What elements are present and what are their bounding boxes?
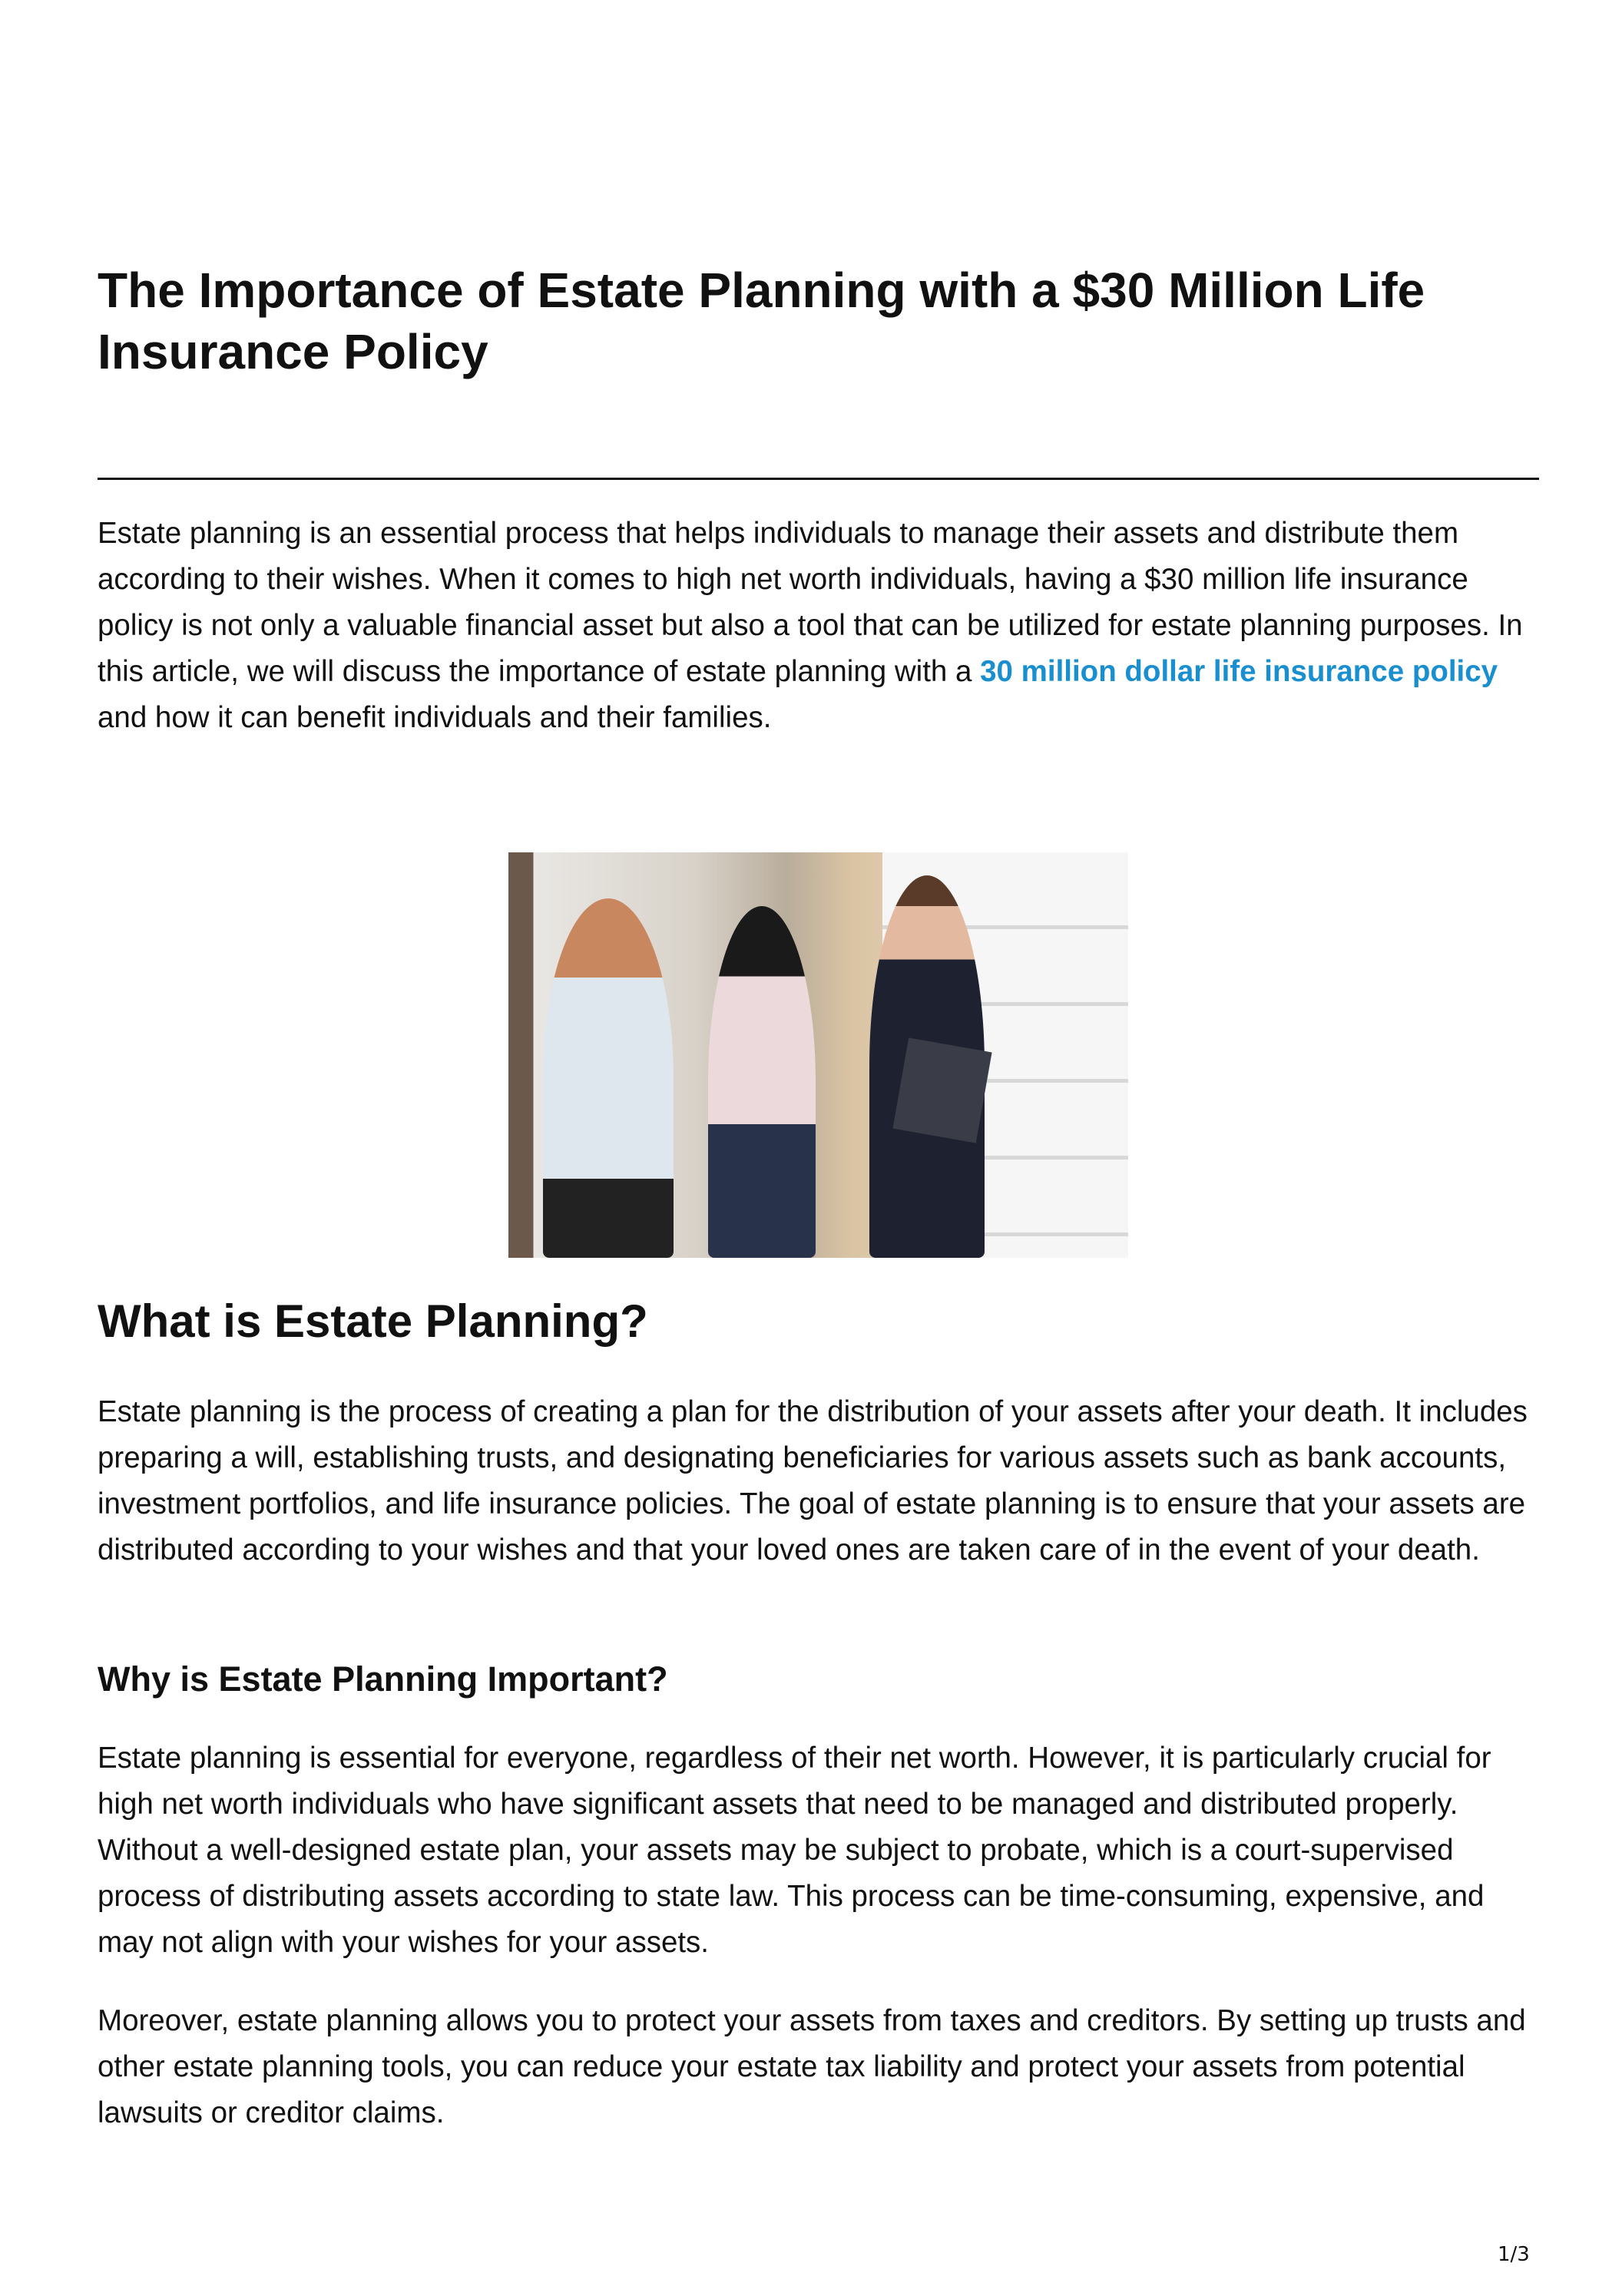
photo-woman (708, 906, 816, 1258)
section1-paragraph: Estate planning is the process of creating a plan for the distribution of your assets after your death. It includes preparing a will, establishing trusts, and designating beneficiaries for various assets such as bank accounts, investment portfolios, and life insurance policies. The goal of estate planning is to ensure that your assets are distributed according to your wishes and that your loved ones are taken care of in the event of your death. (98, 1395, 1528, 1567)
section2-paragraph-1: Estate planning is essential for everyone, regardless of their net worth. However, it is particularly crucial for high net worth individuals who have significant assets that need to be managed and distributed properly. Without a well-designed estate plan, your assets may be subject to probate, which is a court-supervised process of distributing assets according to state law. This process can be time-consuming, expensive, and may not align with your wishes for your assets. (98, 1742, 1491, 1959)
page-number: 1/3 (1498, 2243, 1530, 2266)
title-divider (98, 478, 1539, 480)
article-photo-handshake (508, 852, 1128, 1258)
photo-clipboard (892, 1037, 991, 1143)
intro-text-before: Estate planning is an essential process that helps individuals to manage their assets and distribute them according to their wishes. When it comes to high net worth individuals, having a $30 million life insurance policy is not only a valuable financial asset but also a tool that can be utilized for estate planning purposes. In this article, we will discuss the importance of estate planning with a (98, 517, 1523, 688)
article-title: The Importance of Estate Planning with a $30 Million Life Insurance Policy (98, 263, 1425, 379)
section2-paragraph-2: Moreover, estate planning allows you to protect your assets from taxes and creditors. By setting up trusts and other estate planning tools, you can reduce your estate tax liability and protect your assets from potential lawsuits or creditor claims. (98, 2004, 1526, 2129)
life-insurance-policy-link[interactable]: 30 million dollar life insurance policy (980, 655, 1498, 688)
section-heading-why-important: Why is Estate Planning Important? (98, 1659, 668, 1699)
intro-paragraph (98, 511, 1545, 741)
section-heading-what-is-estate-planning: What is Estate Planning? (98, 1295, 648, 1347)
photo-man (543, 898, 674, 1258)
intro-text-after: and how it can benefit individuals and their families. (98, 701, 772, 734)
